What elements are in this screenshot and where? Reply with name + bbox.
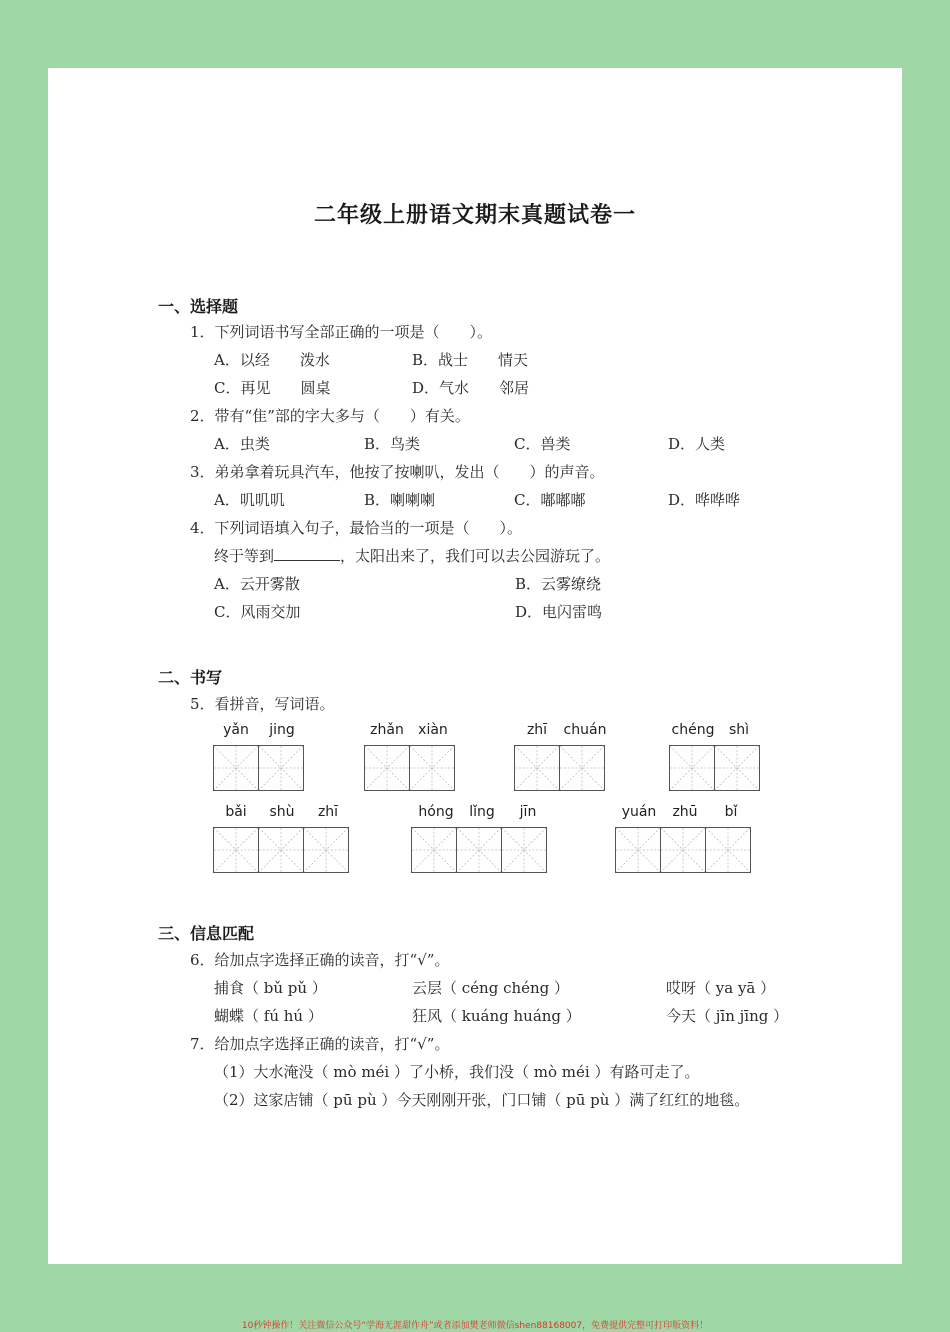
writing-cell[interactable] xyxy=(258,745,304,791)
writing-cell[interactable] xyxy=(409,745,455,791)
writing-cell[interactable] xyxy=(364,745,410,791)
writing-cell[interactable] xyxy=(615,827,661,873)
writing-cell[interactable] xyxy=(669,745,715,791)
writing-cell[interactable] xyxy=(559,745,605,791)
writing-cell[interactable] xyxy=(456,827,502,873)
pinyin-label: zhī xyxy=(317,804,339,820)
q1-option-b: B．战士 情天 xyxy=(412,351,529,369)
q4-option-d: D．电闪雷鸣 xyxy=(515,603,603,621)
q7-sentence-2: （2）这家店铺（ pū pù ）今天刚刚开张，门口铺（ pū pù ）满了红红的地毯。 xyxy=(214,1091,750,1109)
sentence-part-before: 终于等到 xyxy=(214,547,275,565)
question-7-stem: 7．给加点字选择正确的读音，打“√”。 xyxy=(190,1035,450,1053)
writing-cell[interactable] xyxy=(705,827,751,873)
question-3-stem: 3．弟弟拿着玩具汽车，他按了按喇叭，发出（ ）的声音。 xyxy=(190,463,605,481)
writing-cell[interactable] xyxy=(258,827,304,873)
pinyin-label: hóng xyxy=(418,804,454,820)
writing-cell[interactable] xyxy=(303,827,349,873)
section-heading-matching: 三、信息匹配 xyxy=(158,924,255,943)
question-5-stem: 5．看拼音，写词语。 xyxy=(190,695,335,713)
pinyin-label: bǎi xyxy=(225,804,247,820)
q4-option-b: B．云雾缭绕 xyxy=(515,575,602,593)
pinyin-label: xiàn xyxy=(418,722,448,738)
pinyin-label: yuán xyxy=(621,804,657,820)
q3-option-a: A．叽叽叽 xyxy=(214,491,285,509)
question-1-stem: 1．下列词语书写全部正确的一项是（ ）。 xyxy=(190,323,493,341)
question-2-stem: 2．带有“隹”部的字大多与（ ）有关。 xyxy=(190,407,470,425)
pinyin-label: zhī xyxy=(526,722,548,738)
writing-cell[interactable] xyxy=(501,827,547,873)
writing-cell[interactable] xyxy=(411,827,457,873)
writing-cell[interactable] xyxy=(660,827,706,873)
page-title: 二年级上册语文期末真题试卷一 xyxy=(313,203,636,228)
pinyin-label: chéng xyxy=(671,722,715,738)
writing-cell[interactable] xyxy=(213,827,259,873)
writing-grid[interactable] xyxy=(514,745,604,791)
pinyin-label: shì xyxy=(728,722,750,738)
question-4-sentence xyxy=(214,545,610,566)
q6-item: 哎呀（ ya yā ） xyxy=(666,979,776,997)
q6-item: 捕食（ bǔ pǔ ） xyxy=(214,979,327,997)
q6-item: 今天（ jīn jīng ） xyxy=(666,1007,789,1025)
writing-grid[interactable] xyxy=(615,827,749,873)
q3-option-c: C．嘟嘟嘟 xyxy=(514,491,586,509)
question-4-stem: 4．下列词语填入句子，最恰当的一项是（ ）。 xyxy=(190,519,523,537)
writing-grid[interactable] xyxy=(364,745,454,791)
question-6-stem: 6．给加点字选择正确的读音，打“√”。 xyxy=(190,951,450,969)
section-heading-choice: 一、选择题 xyxy=(158,297,239,316)
pinyin-label: chuán xyxy=(563,722,607,738)
q4-option-c: C．风雨交加 xyxy=(214,603,301,621)
q2-option-c: C．兽类 xyxy=(514,435,571,453)
exam-paper xyxy=(48,68,902,1264)
answer-blank[interactable] xyxy=(274,546,340,561)
footer-notice: 10秒钟操作！关注微信公众号“学海无涯甜作舟”或者添加樊老师微信shen88168007，免费提供完整可打印版资料！ xyxy=(241,1321,709,1331)
q2-option-d: D．人类 xyxy=(668,435,726,453)
q7-sentence-1: （1）大水淹没（ mò méi ）了小桥，我们没（ mò méi ）有路可走了。 xyxy=(214,1063,700,1081)
q2-option-a: A．虫类 xyxy=(214,435,270,453)
q3-option-b: B．喇喇喇 xyxy=(364,491,436,509)
q6-item: 蝴蝶（ fú hú ） xyxy=(214,1007,323,1025)
writing-cell[interactable] xyxy=(213,745,259,791)
q1-option-c: C．再见 圆桌 xyxy=(214,379,331,397)
pinyin-label: zhǎn xyxy=(370,722,404,738)
writing-grid[interactable] xyxy=(213,827,347,873)
pinyin-label: yǎn xyxy=(223,722,249,738)
q6-item: 云层（ céng chéng ） xyxy=(412,979,570,997)
pinyin-label: bǐ xyxy=(724,804,738,820)
q1-option-d: D．气水 邻居 xyxy=(412,379,530,397)
q1-option-a: A．以经 泼水 xyxy=(214,351,330,369)
writing-grid[interactable] xyxy=(411,827,545,873)
section-heading-writing: 二、书写 xyxy=(158,668,223,687)
q4-option-a: A．云开雾散 xyxy=(214,575,300,593)
writing-cell[interactable] xyxy=(714,745,760,791)
q6-item: 狂风（ kuáng huáng ） xyxy=(412,1007,581,1025)
writing-cell[interactable] xyxy=(514,745,560,791)
sentence-part-after: ，太阳出来了，我们可以去公园游玩了。 xyxy=(340,547,611,565)
q2-option-b: B．鸟类 xyxy=(364,435,421,453)
pinyin-label: jing xyxy=(269,722,295,738)
pinyin-label: shù xyxy=(269,804,295,820)
writing-grid[interactable] xyxy=(213,745,303,791)
writing-grid[interactable] xyxy=(669,745,759,791)
pinyin-label: lǐng xyxy=(469,804,495,820)
pinyin-label: jīn xyxy=(519,804,537,820)
q3-option-d: D．哗哗哗 xyxy=(668,491,741,509)
pinyin-label: zhū xyxy=(672,804,698,820)
